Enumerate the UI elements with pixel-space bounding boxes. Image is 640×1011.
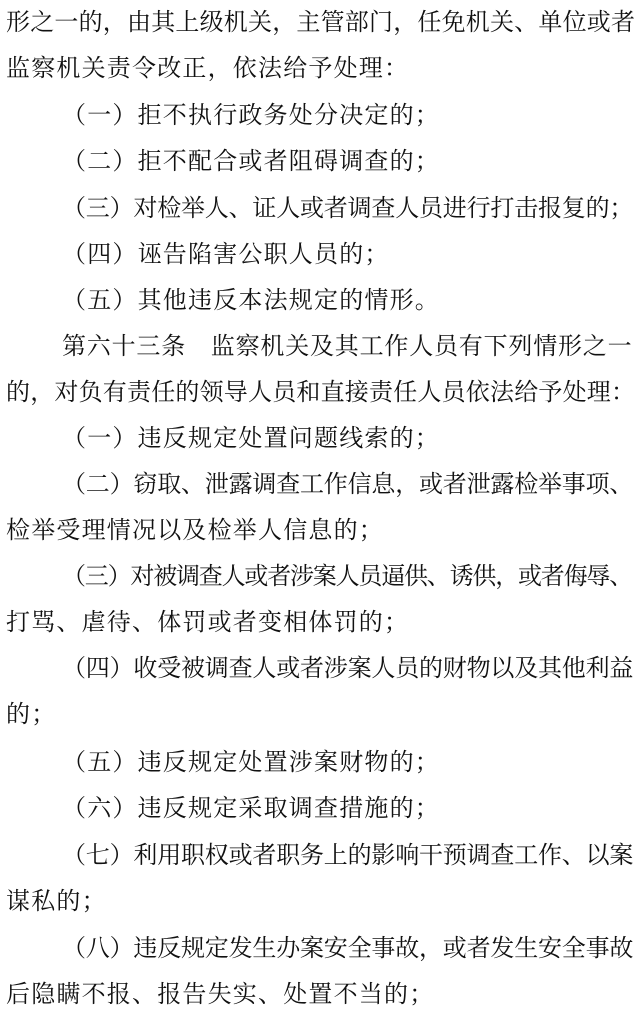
- text-line: （六）违反规定采取调查措施的；: [62, 794, 440, 822]
- text-line: （八）违反规定发生办案安全事故，或者发生安全事故: [62, 934, 634, 962]
- text-line: （七）利用职权或者职务上的影响干预调查工作、以案: [62, 841, 634, 869]
- text-line: （五）违反规定处置涉案财物的；: [62, 748, 440, 776]
- text-line: 监察机关责令改正，依法给予处理：: [6, 54, 410, 82]
- text-line: （三）对检举人、证人或者调查人员进行打击报复的；: [62, 194, 634, 222]
- text-line: （四）诬告陷害公职人员的；: [62, 240, 390, 268]
- text-line: 的，对负有责任的领导人员和直接责任人员依法给予处理：: [6, 378, 636, 406]
- text-line: （二）拒不配合或者阻碍调查的；: [62, 147, 440, 175]
- text-line: （一）违反规定处置问题线索的；: [62, 424, 440, 452]
- article-heading-line: 第六十三条 监察机关及其工作人员有下列情形之一: [62, 332, 633, 360]
- text-line: （五）其他违反本法规定的情形。: [62, 286, 440, 314]
- text-line: 打骂、虐待、体罚或者变相体罚的；: [6, 608, 410, 636]
- text-line: 后隐瞒不报、报告失实、处置不当的；: [6, 980, 435, 1008]
- text-line: 检举受理情况以及检举人信息的；: [6, 516, 384, 544]
- text-line: （一）拒不执行政务处分决定的；: [62, 101, 440, 129]
- text-line: （二）窃取、泄露调查工作信息，或者泄露检举事项、: [62, 470, 634, 498]
- text-line: （三）对被调查人或者涉案人员逼供、诱供，或者侮辱、: [62, 562, 632, 590]
- text-line: 谋私的；: [6, 887, 107, 915]
- text-line: 形之一的，由其上级机关，主管部门，任免机关、单位或者: [6, 8, 636, 36]
- text-line: （四）收受被调查人或者涉案人员的财物以及其他利益: [62, 654, 634, 682]
- text-line: 的；: [6, 700, 57, 728]
